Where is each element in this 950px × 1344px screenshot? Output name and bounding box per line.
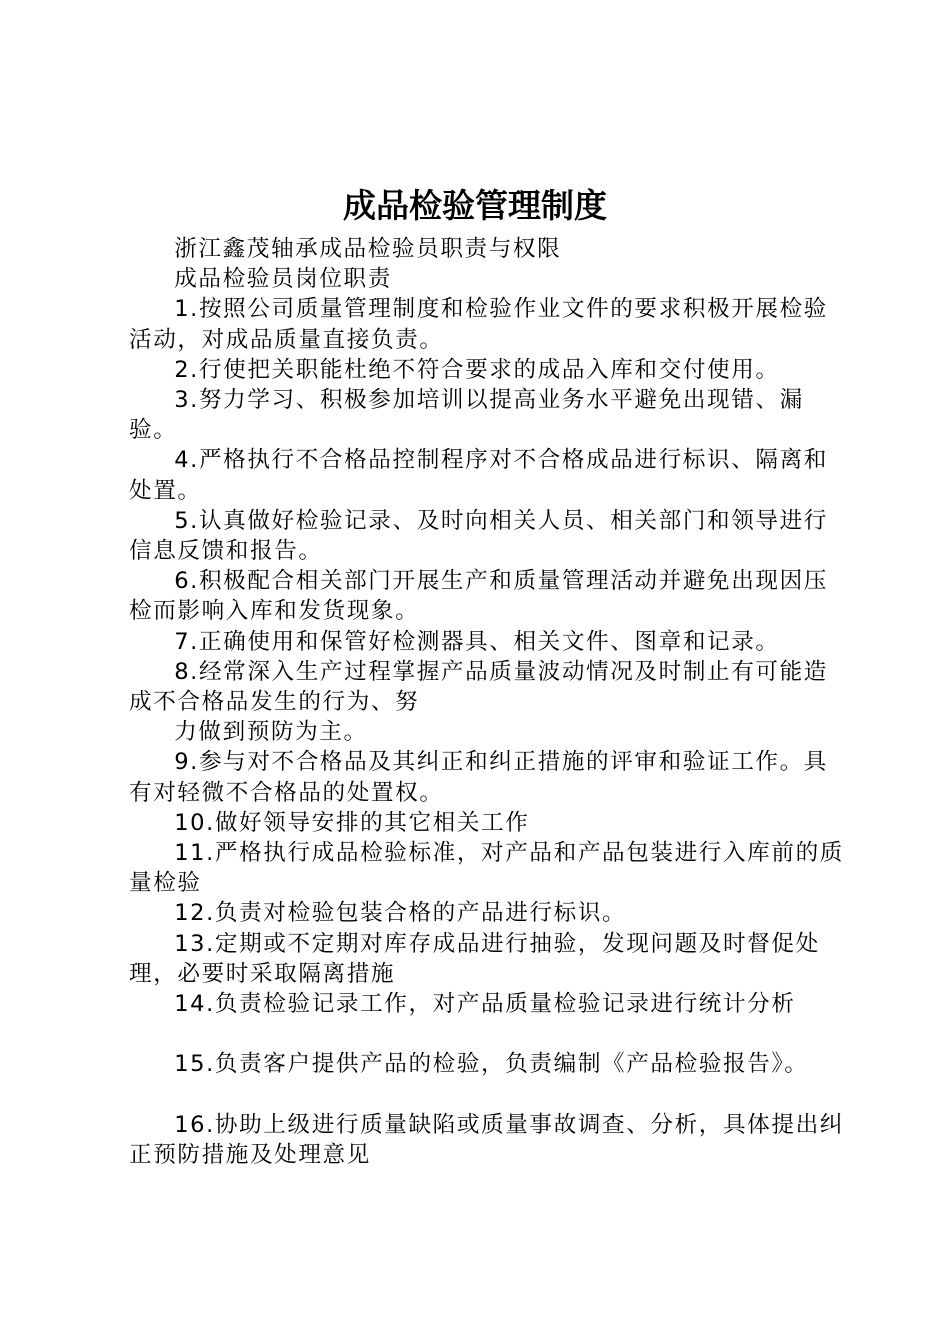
paragraph: 10.做好领导安排的其它相关工作: [174, 809, 530, 836]
document-title: 成品检验管理制度: [343, 186, 607, 225]
paragraph: 16.协助上级进行质量缺陷或质量事故调查、分析，具体提出纠正预防措施及处理意见: [129, 1111, 844, 1169]
paragraph: 9.参与对不合格品及其纠正和纠正措施的评审和验证工作。具有对轻微不合格品的处置权。: [129, 749, 828, 806]
paragraph: 11.严格执行成品检验标准，对产品和产品包装进行入库前的质量检验: [129, 840, 844, 897]
paragraph: 6.积极配合相关部门开展生产和质量管理活动并避免出现因压检而影响入库和发货现象。: [129, 568, 828, 625]
paragraph: 2.行使把关职能杜绝不符合要求的成品入库和交付使用。: [174, 356, 780, 383]
paragraph: 14.负责检验记录工作，对产品质量检验记录进行统计分析: [174, 991, 796, 1018]
paragraph: 成品检验员岗位职责: [174, 266, 392, 293]
paragraph: 5.认真做好检验记录、及时向相关人员、相关部门和领导进行信息反馈和报告。: [129, 507, 828, 565]
paragraph: 浙江鑫茂轴承成品检验员职责与权限: [174, 236, 562, 262]
paragraph: 3.努力学习、积极参加培训以提高业务水平避免出现错、漏验。: [129, 387, 804, 444]
paragraph: 1.按照公司质量管理制度和检验作业文件的要求积极开展检验活动，对成品质量直接负责。: [129, 296, 828, 353]
paragraph: 7.正确使用和保管好检测器具、相关文件、图章和记录。: [174, 628, 780, 655]
paragraph: 13.定期或不定期对库存成品进行抽验，发现问题及时督促处理，必要时采取隔离措施: [129, 930, 820, 987]
paragraph: 4.严格执行不合格品控制程序对不合格成品进行标识、隔离和处置。: [129, 447, 828, 504]
document-body: [129, 234, 849, 1170]
paragraph: 力做到预防为主。: [174, 719, 368, 746]
paragraph: 15.负责客户提供产品的检验，负责编制《产品检验报告》。: [174, 1051, 809, 1078]
paragraph: 8.经常深入生产过程掌握产品质量波动情况及时制止有可能造成不合格品发生的行为、努: [129, 658, 828, 716]
paragraph: 12.负责对检验包装合格的产品进行标识。: [174, 900, 627, 927]
